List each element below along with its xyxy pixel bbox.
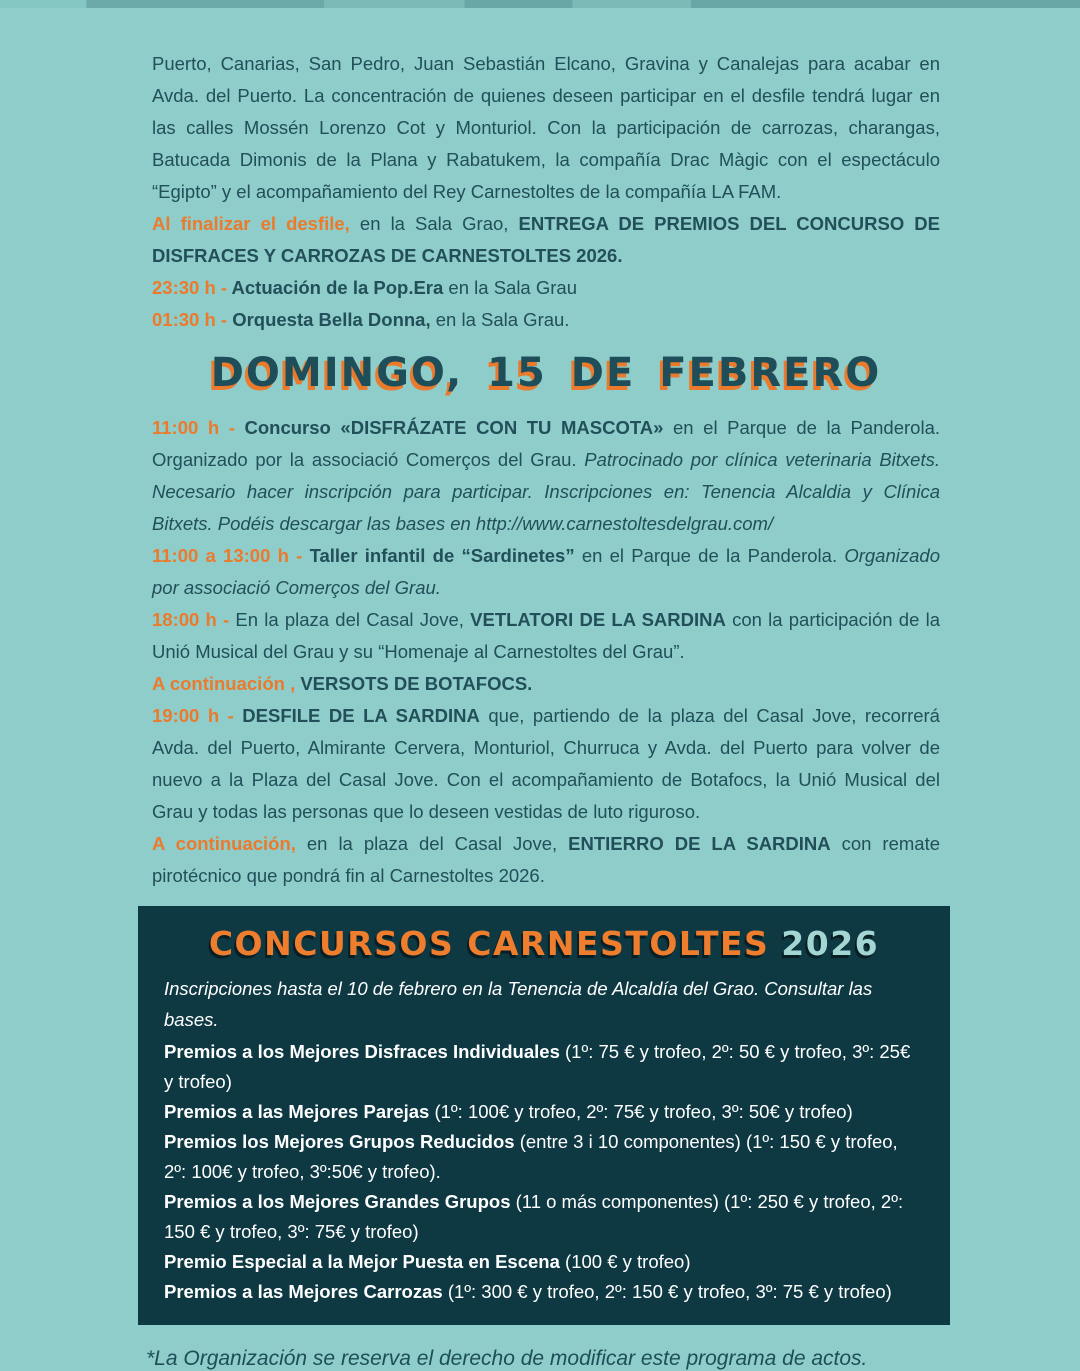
footer-disclaimer: *La Organización se reserva el derecho de modificar este programa de actos.	[146, 1347, 868, 1370]
time-label: 23:30 h -	[152, 277, 232, 298]
flyer-content	[0, 8, 1080, 1371]
contest-title-year: 2026	[781, 924, 880, 963]
text-segment: Taller infantil de “Sardinetes”	[309, 545, 575, 566]
text-segment: (1º: 75 € y trofeo, 2º: 50 € y trofeo, 3º: 25€ y trofeo)	[164, 1041, 911, 1092]
text-segment: Actuación de la Pop.Era	[231, 277, 444, 298]
text-segment: (1º: 100€ y trofeo, 2º: 75€ y trofeo, 3º: 50€ y trofeo)	[434, 1101, 853, 1122]
event-paragraph	[152, 208, 940, 272]
contest-intro-note: Inscripciones hasta el 10 de febrero en la Tenencia de Alcaldía del Grao. Consultar las bases.	[164, 978, 873, 1030]
text-segment: VETLATORI DE LA SARDINA	[470, 609, 726, 630]
time-label: 01:30 h -	[152, 309, 233, 330]
time-label: 19:00 h -	[152, 705, 243, 726]
event-paragraph	[152, 700, 940, 828]
contest-item	[164, 1037, 924, 1097]
text-segment: Premios a las Mejores Parejas	[164, 1101, 435, 1122]
event-paragraph	[152, 48, 940, 208]
text-segment: Premios los Mejores Grupos Reducidos	[164, 1131, 520, 1152]
event-paragraph	[152, 540, 940, 604]
event-paragraph	[152, 304, 940, 336]
text-segment: Premios a las Mejores Carrozas	[164, 1281, 448, 1302]
text-segment: VERSOTS DE BOTAFOCS.	[300, 673, 533, 694]
text-segment: En la plaza del Casal Jove,	[235, 609, 471, 630]
event-paragraph	[152, 828, 940, 892]
contest-items-list	[164, 1037, 924, 1307]
text-segment: en el Parque de la Panderola. Organizado por la associació Comerços del Grau.	[152, 417, 940, 470]
text-segment: Premio Especial a la Mejor Puesta en Escena	[164, 1251, 566, 1272]
contest-item	[164, 1187, 924, 1247]
text-segment: en la Sala Grau	[443, 277, 577, 298]
text-segment: (entre 3 i 10 componentes) (1º: 150 € y trofeo, 2º: 100€ y trofeo, 3º:50€ y trofeo).	[164, 1131, 898, 1182]
text-segment: con remate pirotécnico que pondrá fin al Carnestoltes 2026.	[152, 833, 940, 886]
event-paragraph	[152, 412, 940, 540]
time-label: 11:00 h -	[152, 417, 245, 438]
contest-title-text: CONCURSOS CARNESTOLTES	[208, 924, 770, 963]
text-segment: Orquesta Bella Donna,	[232, 309, 431, 330]
time-label: 18:00 h -	[152, 609, 236, 630]
event-paragraph	[152, 604, 940, 668]
time-label: A continuación ,	[152, 673, 301, 694]
text-segment: que, partiendo de la plaza del Casal Jove, recorrerá Avda. del Puerto, Almirante Cervera, Monturiol, Churruca y Avda. del Puerto para volver de nuevo a la Plaza del Casal Jove. Con el acompañamiento de Botafocs, la Unió Musical del Grau y todas las personas que lo deseen vestidas de luto riguroso.	[152, 705, 940, 822]
day-heading-domingo: DOMINGO, 15 DE FEBRERO	[210, 350, 882, 396]
text-segment: Organizado por associació Comerços del Grau.	[152, 545, 940, 598]
contest-item	[164, 1127, 924, 1187]
text-segment: en la Sala Grau.	[430, 309, 570, 330]
text-segment: en el Parque de la Panderola.	[574, 545, 845, 566]
contest-item	[164, 1277, 924, 1307]
text-segment: Premios a los Mejores Disfraces Individuales	[164, 1041, 566, 1062]
text-segment: en la Sala Grao,	[349, 213, 519, 234]
text-segment: ENTREGA DE PREMIOS DEL CONCURSO DE DISFRACES Y CARROZAS DE CARNESTOLTES 2026.	[152, 213, 940, 266]
text-segment: Premios a los Mejores Grandes Grupos	[164, 1191, 516, 1212]
text-segment: (100 € y trofeo)	[565, 1251, 691, 1272]
contest-item	[164, 1247, 924, 1277]
event-paragraph	[152, 272, 940, 304]
time-label: Al finalizar el desfile,	[152, 213, 350, 234]
text-segment: (11 o más componentes) (1º: 250 € y trofeo, 2º: 150 € y trofeo, 3º: 75€ y trofeo)	[164, 1191, 904, 1242]
event-paragraph	[152, 668, 940, 700]
program-section-sunday	[152, 412, 940, 892]
time-label: A continuación,	[152, 833, 307, 854]
text-segment: ENTIERRO DE LA SARDINA	[568, 833, 831, 854]
contest-item	[164, 1097, 924, 1127]
contest-box	[138, 906, 950, 1325]
time-label: 11:00 a 13:00 h -	[152, 545, 310, 566]
text-segment: Concurso «DISFRÁZATE CON TU MASCOTA»	[244, 417, 664, 438]
program-section-saturday	[152, 48, 940, 336]
text-segment: con la participación de la Unió Musical del Grau y su “Homenaje al Carnestoltes del Grau”.	[152, 609, 940, 662]
text-segment: (1º: 300 € y trofeo, 2º: 150 € y trofeo, 3º: 75 € y trofeo)	[447, 1281, 892, 1302]
text-segment: DESFILE DE LA SARDINA	[242, 705, 480, 726]
contest-box-title	[164, 924, 924, 963]
top-decoration-strip	[0, 0, 1080, 8]
text-segment: en la plaza del Casal Jove,	[306, 833, 569, 854]
text-segment: Puerto, Canarias, San Pedro, Juan Sebastián Elcano, Gravina y Canalejas para acabar en Avda. del Puerto. La concentración de quienes deseen participar en el desfile tendrá lugar en las calles Mossén Lorenzo Cot y Monturiol. Con la participación de carrozas, charangas, Batucada Dimonis de la Plana y Rabatukem, la compañía Drac Màgic con el espectáculo “Egipto” y el acompañamiento del Rey Carnestoltes de la compañía LA FAM.	[152, 53, 940, 202]
text-segment: Patrocinado por clínica veterinaria Bitxets. Necesario hacer inscripción para participar. Inscripciones en: Tenencia Alcaldia y Clínica Bitxets. Podéis descargar las bases en http://www.carnestoltesdelgrau.com/	[152, 449, 940, 534]
